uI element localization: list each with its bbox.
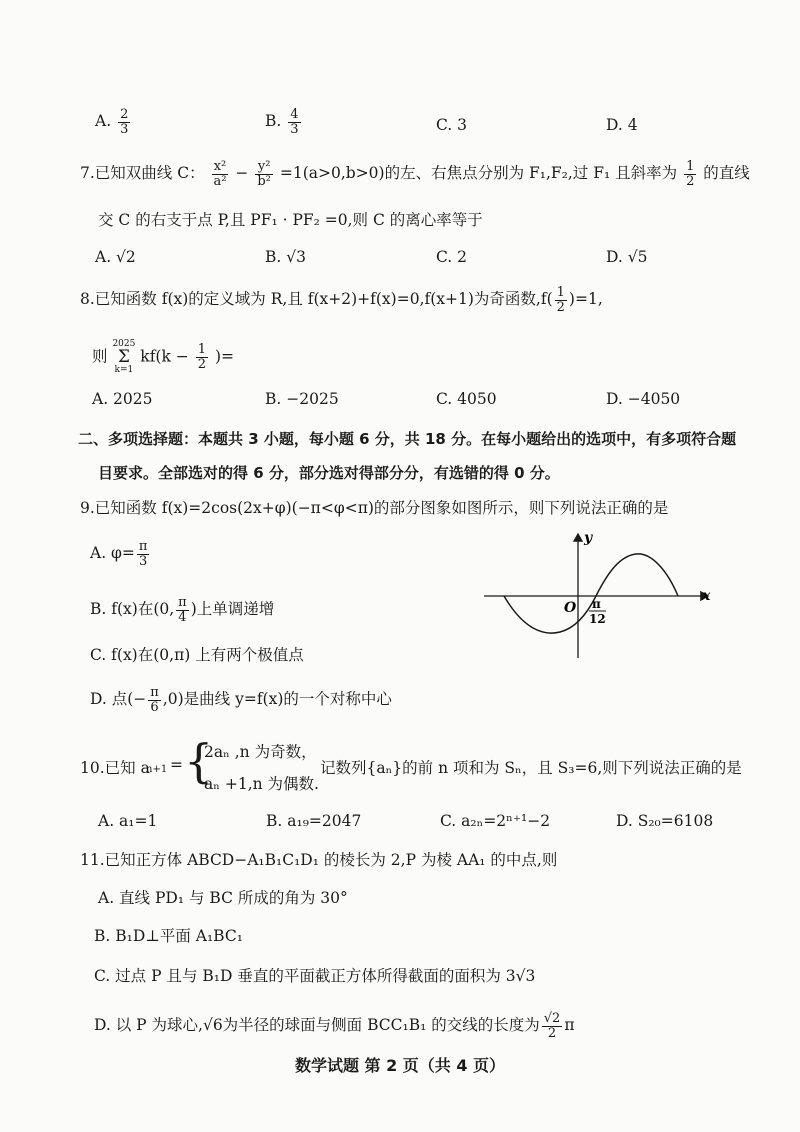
sum-symbol: Σ — [117, 347, 130, 367]
denominator: 3 — [120, 121, 129, 137]
text: − — [235, 164, 249, 183]
q11-stem: 11.已知正方体 ABCD−A₁B₁C₁D₁ 的棱长为 2,P 为棱 AA₁ 的中点,则 — [80, 851, 558, 869]
text: π — [564, 1016, 575, 1035]
subscript: n+1 — [146, 764, 168, 775]
fraction — [196, 343, 208, 371]
q6-option-c: C. 3 — [436, 116, 468, 134]
text: 的直线 — [703, 164, 750, 183]
denominator: 2 — [556, 299, 565, 315]
fraction — [118, 108, 130, 136]
q9-cosine-graph — [480, 528, 740, 688]
denominator: 4 — [178, 609, 187, 625]
text: kf(k − — [140, 347, 189, 366]
fraction — [684, 160, 696, 188]
text: A. φ= — [90, 544, 135, 563]
q8-stem-line1 — [80, 286, 603, 314]
option-label: B. — [265, 112, 282, 131]
fraction — [542, 1012, 563, 1040]
x-axis-label: x — [702, 588, 711, 604]
numerator: √2 — [543, 1011, 561, 1026]
q6-option-a — [95, 108, 132, 136]
text: 则 — [92, 347, 108, 366]
fraction — [288, 108, 300, 136]
fraction — [555, 286, 567, 314]
numerator: 2 — [120, 107, 129, 122]
sum-upper: 2025 — [112, 339, 136, 349]
text: D. 点(− — [90, 690, 147, 709]
denominator: 2 — [686, 173, 695, 189]
page-footer: 数学试题 第 2 页（共 4 页） — [294, 1056, 506, 1075]
text: B. f(x)在(0, — [90, 600, 175, 619]
q11-option-b: B. B₁D⊥平面 A₁BC₁ — [94, 927, 243, 945]
q7-option-c: C. 2 — [436, 248, 468, 266]
q11-option-a: A. 直线 PD₁ 与 BC 所成的角为 30° — [98, 889, 348, 907]
q8-option-d: D. −4050 — [606, 390, 681, 408]
summation — [112, 340, 135, 375]
numerator: y² — [255, 160, 273, 175]
text: )=1, — [568, 290, 603, 309]
tick-label-denominator: 12 — [589, 612, 606, 626]
fraction — [255, 160, 273, 188]
q10-option-c: C. a₂ₙ=2ⁿ⁺¹−2 — [440, 812, 551, 830]
text: )上单调递增 — [190, 600, 275, 619]
tick-label-numerator: π — [592, 597, 601, 611]
numerator: 1 — [686, 159, 695, 174]
q11-option-c: C. 过点 P 且与 B₁D 垂直的平面截正方体所得截面的面积为 3√3 — [94, 967, 536, 985]
text: 记数列{aₙ}的前 n 项和为 Sₙ，且 S₃=6,则下列说法正确的是 — [320, 759, 742, 777]
denominator: 3 — [139, 553, 148, 569]
q8-stem-line2 — [92, 340, 234, 375]
section-heading-line2: 目要求。全部选对的得 6 分，部分选对得部分分，有选错的得 0 分。 — [98, 464, 560, 482]
denominator: 6 — [150, 699, 159, 715]
text: 7.已知双曲线 C： — [80, 164, 205, 183]
denominator: b² — [257, 173, 271, 189]
text: ,0)是曲线 y=f(x)的一个对称中心 — [162, 690, 392, 709]
q8-option-a: A. 2025 — [92, 390, 153, 408]
q7-stem-line1 — [80, 160, 750, 188]
sum-lower: k=1 — [114, 365, 134, 375]
case-odd: 2aₙ ,n 为奇数， — [204, 743, 317, 761]
option-label: A. — [95, 112, 112, 131]
fraction — [212, 160, 229, 188]
numerator: 4 — [290, 107, 299, 122]
q9-option-b — [90, 596, 274, 624]
q10-option-b: B. a₁₉=2047 — [266, 812, 362, 830]
q9-option-a — [90, 540, 151, 568]
denominator: 2 — [197, 357, 206, 372]
q7-stem-line2: 交 C 的右支于点 P,且 PF₁ · PF₂ =0,则 C 的离心率等于 — [98, 211, 483, 229]
numerator: π — [150, 685, 159, 700]
q7-option-b: B. √3 — [265, 248, 306, 266]
q10-option-d: D. S₂₀=6108 — [616, 812, 714, 830]
text: )= — [214, 347, 234, 366]
fraction — [176, 596, 189, 624]
q6-option-b — [265, 108, 303, 136]
origin-label: O — [564, 600, 577, 616]
q9-option-c: C. f(x)在(0,π) 上有两个极值点 — [90, 646, 304, 664]
text: =1(a>0,b>0)的左、右焦点分别为 F₁,F₂,过 F₁ 且斜率为 — [279, 164, 678, 183]
q9-stem: 9.已知函数 f(x)=2cos(2x+φ)(−π<φ<π)的部分图象如图所示，则下列说法正确的是 — [80, 499, 669, 517]
q9-option-d — [90, 686, 392, 714]
brace: { — [184, 734, 214, 788]
case-even: aₙ +1,n 为偶数. — [204, 775, 319, 793]
q8-option-b: B. −2025 — [265, 390, 339, 408]
denominator: 2 — [547, 1025, 557, 1041]
fraction — [148, 686, 161, 714]
q7-option-d: D. √5 — [606, 248, 648, 266]
numerator: 1 — [197, 342, 206, 358]
q10-option-a: A. a₁=1 — [98, 812, 158, 830]
q11-option-d — [94, 1012, 575, 1040]
text: 8.已知函数 f(x)的定义域为 R,且 f(x+2)+f(x)=0,f(x+1)为奇函数,f( — [80, 290, 553, 309]
denominator: a² — [213, 173, 227, 189]
text: 10.已知 a — [80, 759, 150, 777]
q7-option-a: A. √2 — [95, 248, 136, 266]
text: D. 以 P 为球心,√6为半径的球面与侧面 BCC₁B₁ 的交线的长度为 — [94, 1016, 540, 1035]
text: = — [170, 756, 183, 774]
section-heading-line1: 二、多项选择题：本题共 3 小题，每小题 6 分，共 18 分。在每小题给出的选项中，有多项符合题 — [78, 430, 737, 448]
denominator: 3 — [290, 121, 299, 137]
fraction — [137, 540, 150, 568]
numerator: x² — [212, 160, 229, 175]
numerator: π — [138, 539, 148, 554]
q8-option-c: C. 4050 — [436, 390, 497, 408]
numerator: π — [178, 595, 187, 610]
y-axis-label: y — [584, 530, 593, 546]
numerator: 1 — [556, 285, 565, 300]
q6-option-d: D. 4 — [606, 116, 638, 134]
